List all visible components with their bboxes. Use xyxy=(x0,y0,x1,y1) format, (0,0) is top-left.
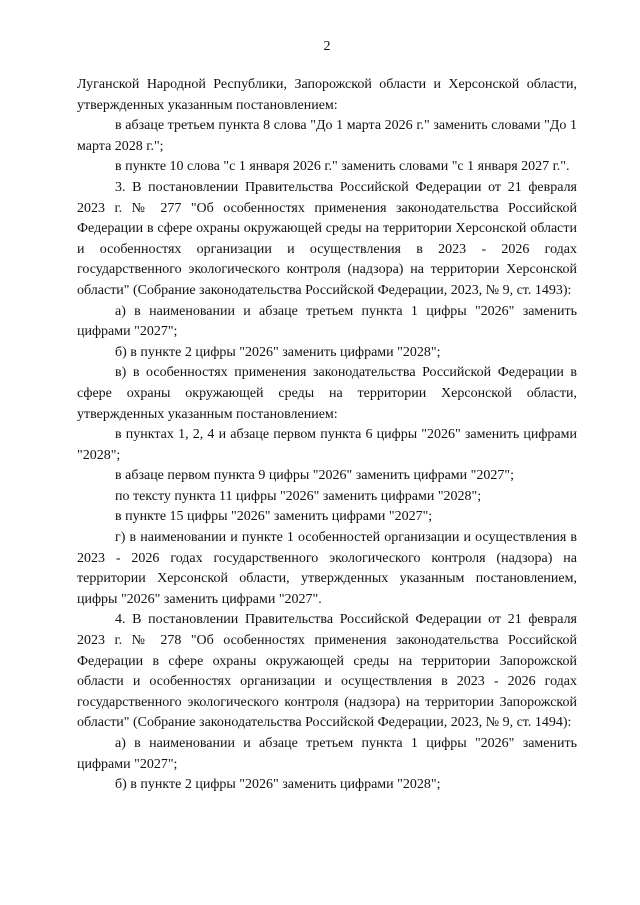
paragraph: в пунктах 1, 2, 4 и абзаце первом пункта 6 цифры "2026" заменить цифрами "2028"; xyxy=(77,427,577,463)
paragraph-subitem-b: б) в пункте 2 цифры "2026" заменить цифрами "2028"; xyxy=(115,344,441,360)
paragraph: в пункте 10 слова "с 1 января 2026 г." заменить словами "с 1 января 2027 г.". xyxy=(115,159,570,175)
paragraph-subitem-a: а) в наименовании и абзаце третьем пункта 1 цифры "2026" заменить цифрами "2027"; xyxy=(77,736,577,772)
paragraph: в абзаце первом пункта 9 цифры "2026" заменить цифрами "2027"; xyxy=(115,468,514,484)
paragraph-item-4: 4. В постановлении Правительства Российской Федерации от 21 февраля 2023 г. № 278 "Об особенностях применения законодательства Российской Федерации в сфере охраны окружающей среды на территории Запорожской области и особенностях организации и осуществления в 2023 - 2026 годах государственного экологического контроля (надзора) на территории Запорожской области" (Собрание законодательства Российской Федерации, 2023, № 9, ст. 1494): xyxy=(77,612,577,731)
paragraph: в пункте 15 цифры "2026" заменить цифрами "2027"; xyxy=(115,509,433,525)
paragraph-subitem-a: а) в наименовании и абзаце третьем пункта 1 цифры "2026" заменить цифрами "2027"; xyxy=(77,303,577,340)
paragraph: в абзаце третьем пункта 8 слова "До 1 марта 2026 г." заменить словами "До 1 марта 2028 г."; xyxy=(77,118,577,154)
paragraph-continuation: Луганской Народной Республики, Запорожской области и Херсонской области, утвержденных указанным постановлением: xyxy=(77,77,577,113)
paragraph-subitem-b: б) в пункте 2 цифры "2026" заменить цифрами "2028"; xyxy=(115,777,441,793)
paragraph-subitem-g: г) в наименовании и пункте 1 особенностей организации и осуществления в 2023 - 2026 годах государственного экологического контроля (надзора) на территории Херсонской области, утвержденных указанным постановлением, цифры "2026" заменить цифрами "2027". xyxy=(77,530,577,607)
paragraph: по тексту пункта 11 цифры "2026" заменить цифрами "2028"; xyxy=(115,488,482,504)
paragraph-subitem-v: в) в особенностях применения законодательства Российской Федерации в сфере охраны окружающей среды на территории Херсонской области, утвержденных указанным постановлением: xyxy=(77,365,577,422)
page-number: 2 xyxy=(323,39,331,54)
paragraph-item-3: 3. В постановлении Правительства Российской Федерации от 21 февраля 2023 г. № 277 "Об особенностях применения законодательства Российской Федерации в сфере охраны окружающей среды на территории Херсонской области и особенностях организации и осуществления в 2023 - 2026 годах государственного экологического контроля (надзора) на территории Херсонской области" (Собрание законодательства Российской Федерации, 2023, № 9, ст. 1493): xyxy=(77,179,577,298)
